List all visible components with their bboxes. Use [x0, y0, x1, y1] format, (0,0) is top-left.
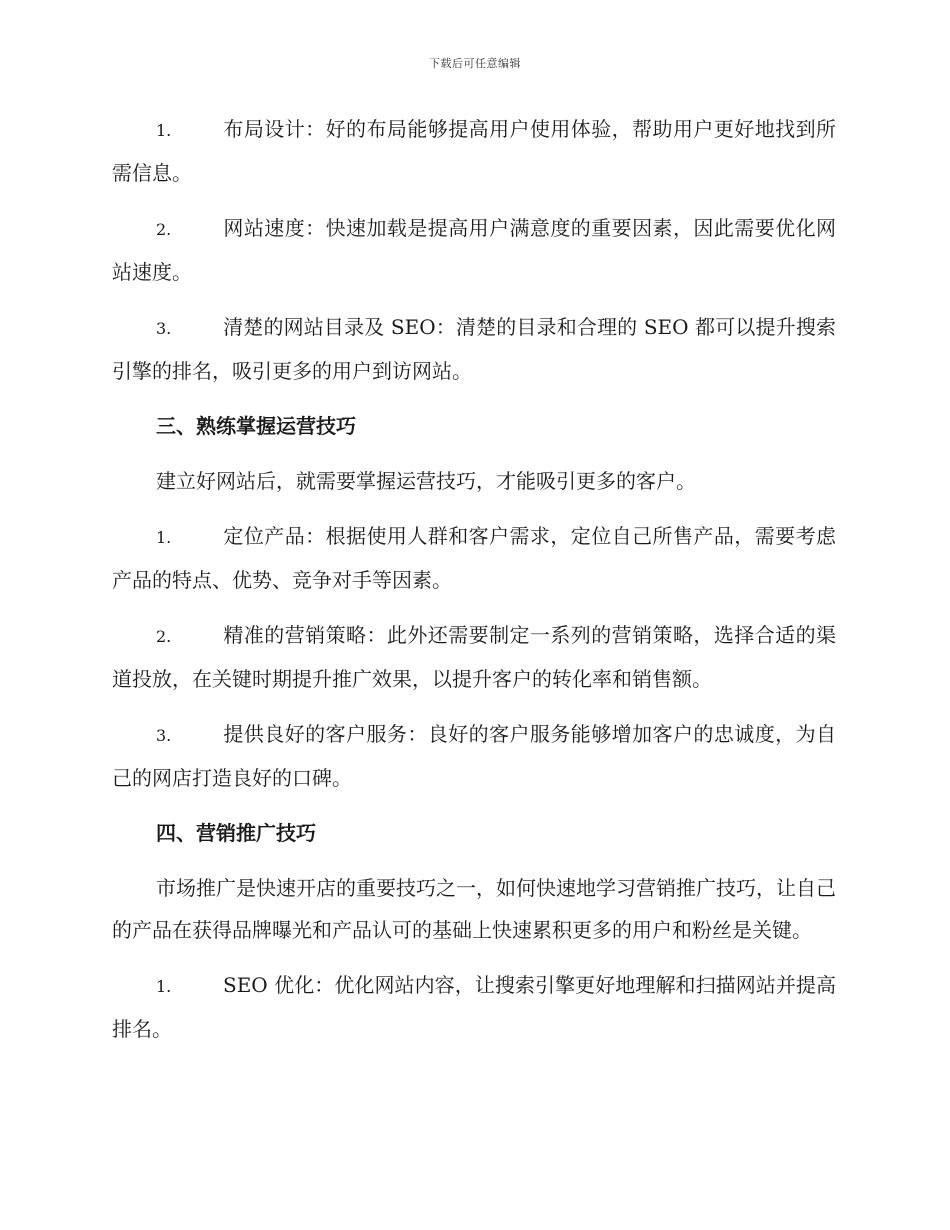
list-item — [112, 515, 836, 601]
list-number: 2. — [156, 627, 172, 646]
section-heading: 四、营销推广技巧 — [156, 821, 316, 845]
list-number: 3. — [156, 726, 172, 745]
list-item-text: 定位产品：根据使用人群和客户需求，定位自己所售产品，需要考虑产品的特点、优势、竞争对手等因素。 — [112, 524, 836, 592]
section-heading: 三、熟练掌握运营技巧 — [156, 414, 356, 438]
list-item-text: SEO 优化：优化网站内容，让搜索引擎更好地理解和扫描网站并提高排名。 — [112, 973, 836, 1041]
list-number: 1. — [156, 977, 172, 996]
list-number: 1. — [156, 121, 172, 140]
paragraph: 市场推广是快速开店的重要技巧之一，如何快速地学习营销推广技巧，让自己的产品在获得品牌曝光和产品认可的基础上快速累积更多的用户和粉丝是关键。 — [112, 876, 836, 942]
paragraph: 建立好网站后，就需要掌握运营技巧，才能吸引更多的客户。 — [156, 469, 696, 493]
list-number: 1. — [156, 528, 172, 547]
list-item — [112, 306, 836, 392]
list-item — [112, 207, 836, 293]
list-item-text: 精准的营销策略：此外还需要制定一系列的营销策略，选择合适的渠道投放，在关键时期提升推广效果，以提升客户的转化率和销售额。 — [112, 623, 836, 691]
page-header: 下载后可任意编辑 — [429, 57, 521, 70]
list-item-text: 网站速度：快速加载是提高用户满意度的重要因素，因此需要优化网站速度。 — [112, 216, 836, 284]
list-item — [112, 713, 836, 799]
list-item — [112, 614, 836, 700]
list-item-text: 提供良好的客户服务：良好的客户服务能够增加客户的忠诚度，为自己的网店打造良好的口碑。 — [112, 722, 836, 790]
list-item-text: 布局设计：好的布局能够提高用户使用体验，帮助用户更好地找到所需信息。 — [112, 117, 836, 185]
list-number: 2. — [156, 220, 172, 239]
document-body — [112, 108, 836, 1063]
list-number: 3. — [156, 319, 172, 338]
list-item-text: 清楚的网站目录及 SEO：清楚的目录和合理的 SEO 都可以提升搜索引擎的排名，吸引更多的用户到访网站。 — [112, 315, 836, 383]
list-item — [112, 964, 836, 1050]
list-item — [112, 108, 836, 194]
